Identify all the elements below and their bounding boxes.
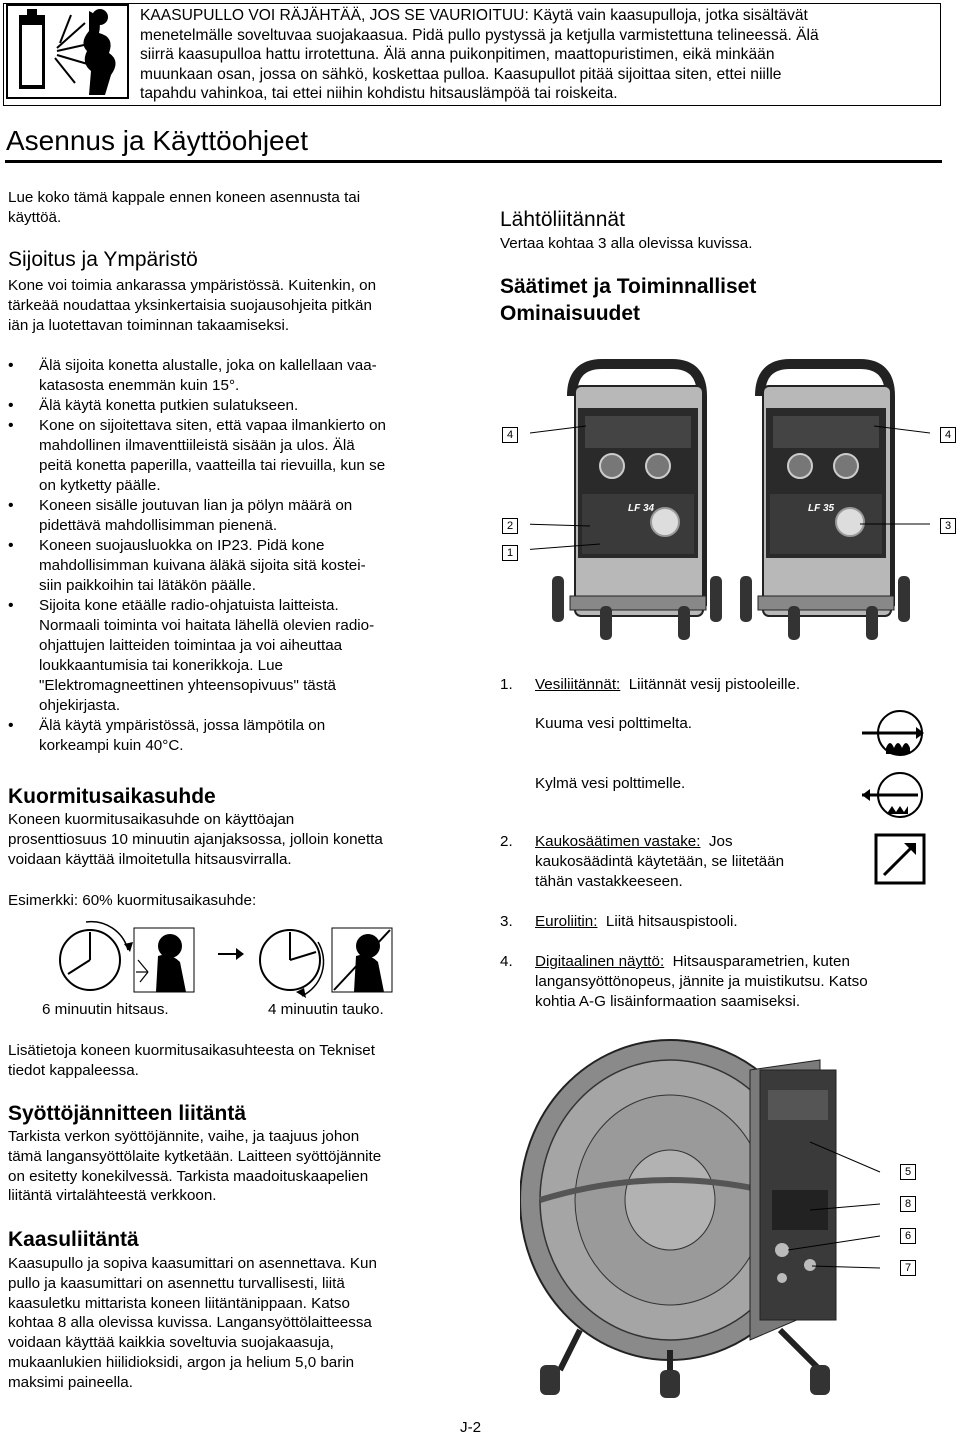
duty-cycle-heading: Kuormitusaikasuhde <box>8 785 216 808</box>
lf34-label: LF 34 <box>628 503 655 514</box>
outputs-heading: Lähtöliitännät <box>500 208 625 231</box>
page-number: J-2 <box>460 1419 482 1436</box>
placement-text: Kone voi toimia ankarassa ympäristössä. Kuitenkin, on tärkeää noudattaa yksinkertaisia suojausohjeita pitkän iän ja luotettavan toiminnan takaamiseksi. <box>8 277 377 334</box>
placement-heading: Sijoitus ja Ympäristö <box>8 248 198 271</box>
gas-text: Kaasupullo ja sopiva kaasumittari on asennettava. Kun pullo ja kaasumittari on asennettu turvallisesti, liitä kaasuletku mittarista koneen liitäntänippaan. Katso kohtaa 8 alla olevissa kuvissa. Langansyöttölaitteessa voidaan käyttää kaikkia soveltuvia suojakaasuja, mukaanlukien hiilidioksidi, argon ja helium 5,0 barin maksimi paineella. <box>8 1255 377 1391</box>
callout-2: 2 <box>502 518 518 534</box>
wire-feeder-side-figure <box>520 1030 920 1405</box>
callout-1: 1 <box>502 545 518 561</box>
callout-7: 7 <box>900 1260 916 1276</box>
lf34-machine-illustration <box>552 364 722 640</box>
cylinder-warning-text: KAASUPULLO VOI RÄJÄHTÄÄ, JOS SE VAURIOITUU: Käytä vain kaasupulloja, jotka sisältävät menetelmälle soveltuvaa suojakaasua. Pidä pullo pystyssä ja ketjulla varmistettuna telineessä. Älä siirrä kaasupulloa hattu irrotettuna. Älä anna puikonpitimen, maattopuristimen, eikä minkään muunkaan osan, jossa on sähkö, koskettaa pulloa. Kaasupullot pitää sijoittaa siten, ettei niille tapahdu vahinkoa, tai ettei niihin kohdistu hitsauslämpöä tai roiskeita. <box>140 7 819 103</box>
duty-cycle-example: Esimerkki: 60% kuormitusaikasuhde: <box>8 892 257 909</box>
callout-4-left: 4 <box>502 427 518 443</box>
remote-control-icon <box>874 833 926 885</box>
outputs-text: Vertaa kohtaa 3 alla olevissa kuvissa. <box>500 235 753 252</box>
intro-text: Lue koko tämä kappale ennen koneen asennusta tai käyttöä. <box>8 189 361 226</box>
list-item: • Koneen sisälle joutuvan lian ja pölyn määrä on pidettävä mahdollisimman pienenä. <box>8 496 448 536</box>
lf35-label: LF 35 <box>808 503 835 514</box>
cold-water-text: Kylmä vesi polttimelle. <box>535 775 686 792</box>
welder-crossed-icon <box>332 928 392 992</box>
callout-4-right: 4 <box>940 427 956 443</box>
wire-feeders-front-figure <box>530 356 930 666</box>
list-item: • Kone on sijoitettava siten, että vapaa ilmankierto on mahdollinen ilmaventtiileistä sisään ja ulos. Älä peitä konetta paperilla, vaatteilla tai rievuilla, kun se on kytketty päälle. <box>8 416 448 496</box>
pause-clock-icon <box>260 930 324 998</box>
list-item: • Sijoita kone etäälle radio-ohjatuista laitteista. Normaali toiminta voi haitata lähellä olevien radio- ohjattujen laitteiden toimintaa ja voi aiheuttaa loukkaantumisia tai konerikkoja. Lue "Elektromagneettinen yhteensopivuus" tästä ohjekirjasta. <box>8 596 448 716</box>
welder-icon <box>134 928 194 992</box>
duty-cycle-text: Koneen kuormitusaikasuhde on käyttöajan prosenttiosuus 10 minuutin ajanjaksossa, jolloin konetta voidaan käyttää ilmoitetulla hitsausvirralla. <box>8 811 383 868</box>
callout-8: 8 <box>900 1196 916 1212</box>
duty-cycle-more: Lisätietoja koneen kuormitusaikasuhteesta on Tekniset tiedot kappaleessa. <box>8 1042 375 1079</box>
placement-bullets <box>8 356 448 756</box>
callout-6: 6 <box>900 1228 916 1244</box>
duty-cycle-diagram <box>40 912 440 1002</box>
gas-cylinder-explosion-icon <box>5 3 130 100</box>
cold-water-icon <box>860 770 924 820</box>
list-item: • Koneen suojausluokka on IP23. Pidä kone mahdollisimman kuivana äläkä sijoita sitä kostei- siin paikkoihin tai lätäkön päälle. <box>8 536 448 596</box>
hot-water-icon <box>860 708 924 758</box>
supply-heading: Syöttöjännitteen liitäntä <box>8 1102 247 1125</box>
lf35-machine-illustration <box>740 364 910 640</box>
pause-caption: 4 minuutin tauko. <box>268 1001 384 1018</box>
list-item: • Älä käytä konetta putkien sulatukseen. <box>8 396 448 416</box>
arrow-right-icon <box>218 948 244 960</box>
callout-5: 5 <box>900 1164 916 1180</box>
list-item: • Älä sijoita konetta alustalle, joka on kallellaan vaa- katasosta enemmän kuin 15°. <box>8 356 448 396</box>
weld-clock-icon <box>60 922 133 990</box>
supply-text: Tarkista verkon syöttöjännite, vaihe, ja taajuus johon tämä langansyöttölaite kytketään. Laitteen syöttöjännite on esitetty konekilvessä. Tarkista maadoituskaapelien liitäntä virtalähteestä verkkoon. <box>8 1128 382 1205</box>
item-4: 4. Digitaalinen näyttö: Hitsausparametrien, kuten langansyöttönopeus, jännite ja muistikutsu. Katso kohtia A-G lisäinformaation saamiseksi. <box>500 953 868 1010</box>
callout-3: 3 <box>940 518 956 534</box>
page-title: Asennus ja Käyttöohjeet <box>6 125 308 156</box>
hot-water-text: Kuuma vesi polttimelta. <box>535 715 693 732</box>
gas-heading: Kaasuliitäntä <box>8 1228 139 1251</box>
title-rule <box>5 160 942 163</box>
list-item: • Älä käytä ympäristössä, jossa lämpötila on korkeampi kuin 40°C. <box>8 716 448 756</box>
item-2: 2. Kaukosäätimen vastake: Jos kaukosäädintä käytetään, se liitetään tähän vastakkeeseen. <box>500 833 785 890</box>
feeder-housing-illustration <box>750 1060 836 1340</box>
weld-caption: 6 minuutin hitsaus. <box>42 1001 169 1018</box>
controls-heading: Säätimet ja Toiminnalliset Ominaisuudet <box>500 275 757 325</box>
